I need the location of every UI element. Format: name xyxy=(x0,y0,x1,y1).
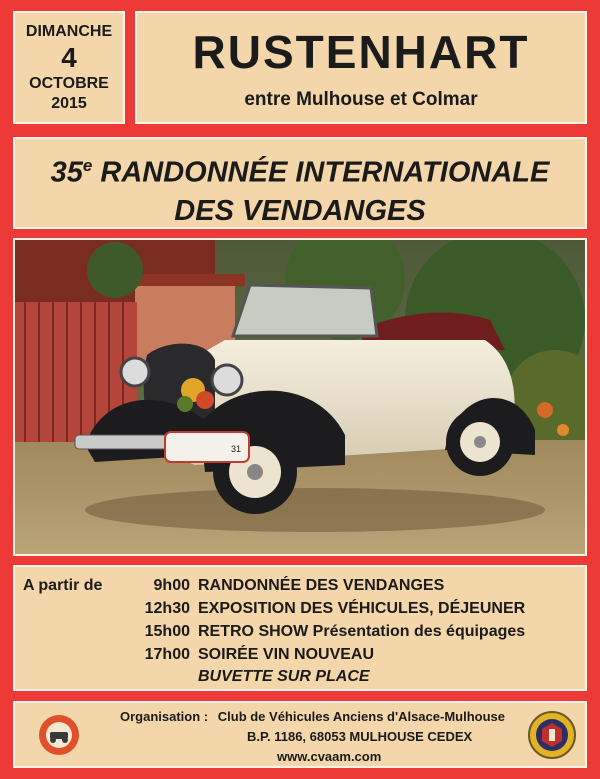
bush-left xyxy=(87,242,143,298)
car-shadow xyxy=(85,488,545,532)
day-number: 4 xyxy=(61,42,77,73)
program-activity xyxy=(198,623,525,641)
title-panel xyxy=(135,11,587,124)
club-address: B.P. 1186, 68053 MULHOUSE CEDEX xyxy=(247,729,473,744)
cvaam-logo-icon xyxy=(37,713,81,757)
flowers-right xyxy=(537,402,553,418)
program-row xyxy=(15,623,585,645)
front-hub xyxy=(247,464,263,480)
club-website-link[interactable]: www.cvaam.com xyxy=(277,749,382,764)
headlight-left xyxy=(121,358,149,386)
program-time: 9h00 xyxy=(153,577,190,594)
edition-suffix: e xyxy=(82,156,93,175)
year: 2015 xyxy=(51,95,87,112)
town-title: RUSTENHART xyxy=(192,26,530,78)
program-time: 12h30 xyxy=(144,600,190,617)
program-lead: A partir de xyxy=(23,577,103,594)
organisation-label: Organisation : xyxy=(120,709,209,724)
flowers-right-2 xyxy=(557,424,569,436)
event-title-line2: DES VENDANGES xyxy=(174,194,426,227)
program-activity: RANDONNÉE DES VENDANGES xyxy=(198,577,445,594)
program-activity: SOIRÉE VIN NOUVEAU xyxy=(198,646,375,663)
month: OCTOBRE xyxy=(29,75,109,92)
club-name: Club de Véhicules Anciens d'Alsace-Mulhouse xyxy=(217,709,505,724)
program-activity-title: RETRO SHOW xyxy=(198,623,309,640)
program-row xyxy=(15,646,585,668)
vintage-car-photo xyxy=(13,238,587,556)
rear-hub xyxy=(474,436,486,448)
day-name: DIMANCHE xyxy=(25,23,113,40)
location-subtitle: entre Mulhouse et Colmar xyxy=(244,89,478,110)
program-row xyxy=(15,600,585,622)
car-illustration xyxy=(15,240,585,554)
program-row xyxy=(15,577,585,599)
event-title-text: RANDONNÉE INTERNATIONALE xyxy=(92,156,550,189)
program-time: 17h00 xyxy=(144,646,190,663)
buvette-notice: BUVETTE SUR PLACE xyxy=(198,668,370,685)
program-time: 15h00 xyxy=(144,623,190,640)
event-panel xyxy=(13,137,587,229)
event-title-line1 xyxy=(15,147,585,192)
organisation-line xyxy=(120,709,505,724)
awning xyxy=(135,274,245,286)
edition-number: 35 xyxy=(50,156,83,189)
headlight-right xyxy=(212,365,242,395)
program-activity: EXPOSITION DES VÉHICULES, DÉJEUNER xyxy=(198,600,526,617)
program-panel xyxy=(13,565,587,691)
program-activity-detail: Présentation des équipages xyxy=(308,623,526,640)
plaque-number: 31 xyxy=(231,444,242,454)
organisation-panel xyxy=(13,701,587,768)
federation-badge-icon xyxy=(527,709,577,761)
windshield xyxy=(233,285,377,336)
date-panel xyxy=(13,11,125,124)
rally-plaque xyxy=(165,432,249,462)
